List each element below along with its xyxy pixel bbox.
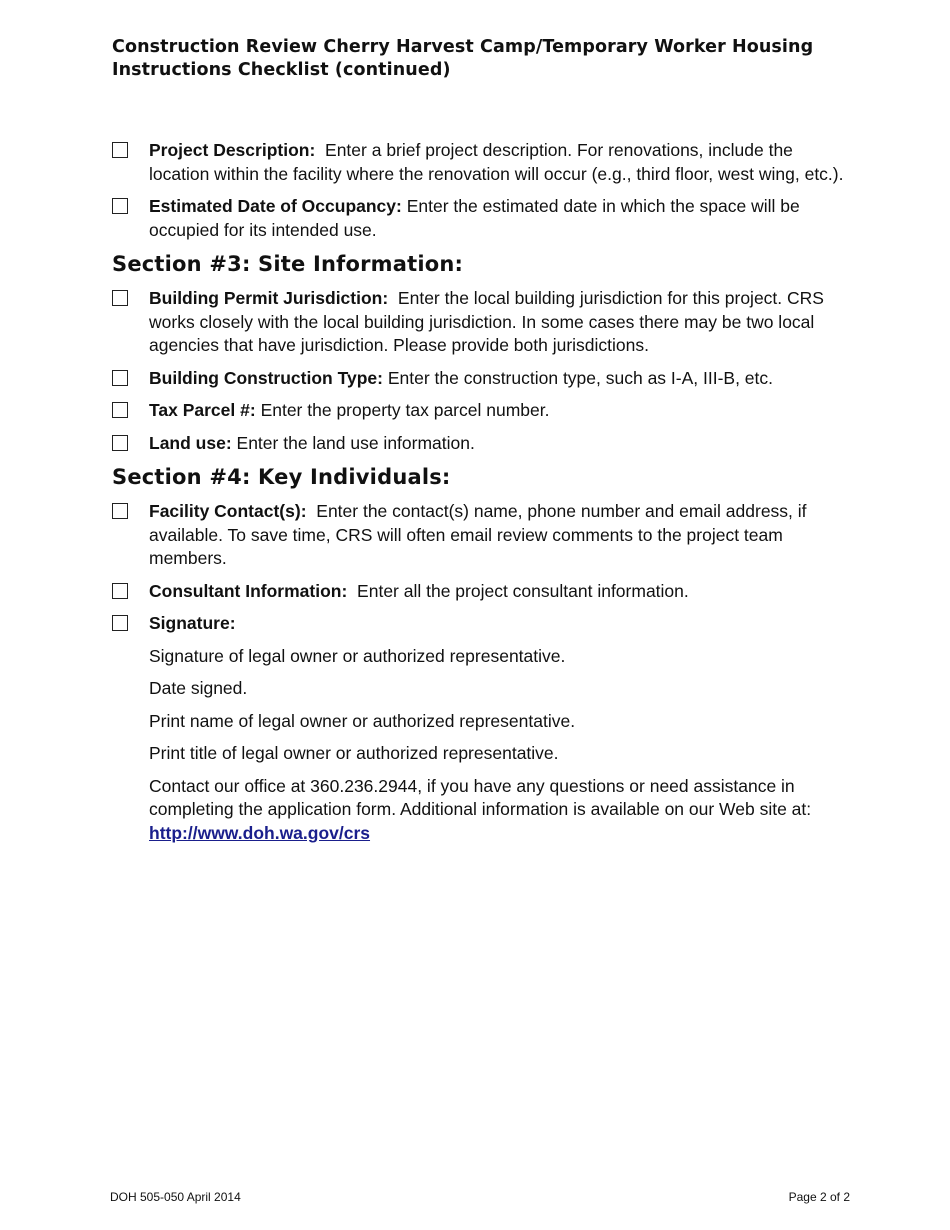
section-4-heading: Section #4: Key Individuals:: [112, 465, 451, 489]
date-signed-line: Date signed.: [149, 678, 248, 698]
checklist-item-estimated-date: [112, 195, 847, 242]
item-label: Land use:: [149, 432, 232, 453]
signature-line: Signature of legal owner or authorized representative.: [149, 645, 566, 666]
item-text: Enter the land use information.: [236, 432, 475, 453]
title-line-1: Construction Review Cherry Harvest Camp/Temporary Worker Housing: [112, 37, 814, 57]
item-label: Signature:: [149, 613, 236, 633]
website-link[interactable]: http://www.doh.wa.gov/crs: [149, 822, 371, 843]
item-label: Facility Contact(s):: [149, 501, 307, 521]
checklist-item-facility-contact: [112, 500, 847, 571]
item-label: Project Description:: [149, 140, 316, 160]
checklist-item-tax-parcel: [112, 399, 847, 423]
checkbox-land-use[interactable]: [112, 435, 128, 451]
checklist-item-land-use: [112, 432, 847, 456]
contact-paragraph: [112, 775, 847, 846]
item-text: Enter the local building jurisdiction for this project. CRS works closely with the local building jurisdiction. In some cases there may be two local agencies that have jurisdiction. Please provide both jurisdictions.: [149, 288, 824, 355]
checklist-item-consultant-info: [112, 580, 847, 604]
checklist-item-project-description: [112, 139, 847, 186]
form-id: DOH 505-050 April 2014: [110, 1190, 241, 1204]
title-line-2: Instructions Checklist (continued): [112, 60, 451, 80]
print-title-line: Print title of legal owner or authorized representative.: [149, 743, 559, 763]
item-text: Enter the property tax parcel number.: [260, 400, 550, 420]
item-label: Building Construction Type:: [149, 367, 383, 388]
item-text: Enter the contact(s) name, phone number and email address, if available. To save time, CRS will often email review comments to the project team members.: [149, 501, 807, 568]
item-label: Estimated Date of Occupancy:: [149, 196, 402, 216]
checkbox-building-permit[interactable]: [112, 290, 128, 306]
checklist-item-construction-type: [112, 367, 847, 391]
print-name-line: Print name of legal owner or authorized representative.: [149, 710, 576, 731]
contact-text: Contact our office at 360.236.2944, if you have any questions or need assistance in completing the application form. Additional information is available on our Web site at:: [149, 775, 812, 819]
page-title: [112, 36, 872, 82]
checkbox-tax-parcel[interactable]: [112, 402, 128, 418]
checklist-item-building-permit: [112, 287, 847, 358]
checkbox-consultant-info[interactable]: [112, 583, 128, 599]
checkbox-project-description[interactable]: [112, 142, 128, 158]
item-text: Enter the construction type, such as I-A, III-B, etc.: [387, 367, 774, 388]
item-label: Tax Parcel #:: [149, 400, 256, 420]
item-text: Enter a brief project description. For renovations, include the location within the facility where the renovation will occur (e.g., third floor, west wing, etc.).: [149, 140, 844, 184]
checkbox-estimated-date[interactable]: [112, 198, 128, 214]
checkbox-facility-contact[interactable]: [112, 503, 128, 519]
checkbox-signature[interactable]: [112, 615, 128, 631]
checkbox-construction-type[interactable]: [112, 370, 128, 386]
page-number: Page 2 of 2: [788, 1190, 850, 1204]
section-3-heading: Section #3: Site Information:: [112, 252, 464, 276]
checklist-content: [112, 139, 847, 854]
item-text: Enter the estimated date in which the space will be occupied for its intended use.: [149, 196, 800, 240]
item-label: Building Permit Jurisdiction:: [149, 288, 389, 308]
checklist-item-signature: [112, 612, 847, 636]
item-label: Consultant Information:: [149, 580, 348, 601]
item-text: Enter all the project consultant information.: [357, 580, 689, 601]
